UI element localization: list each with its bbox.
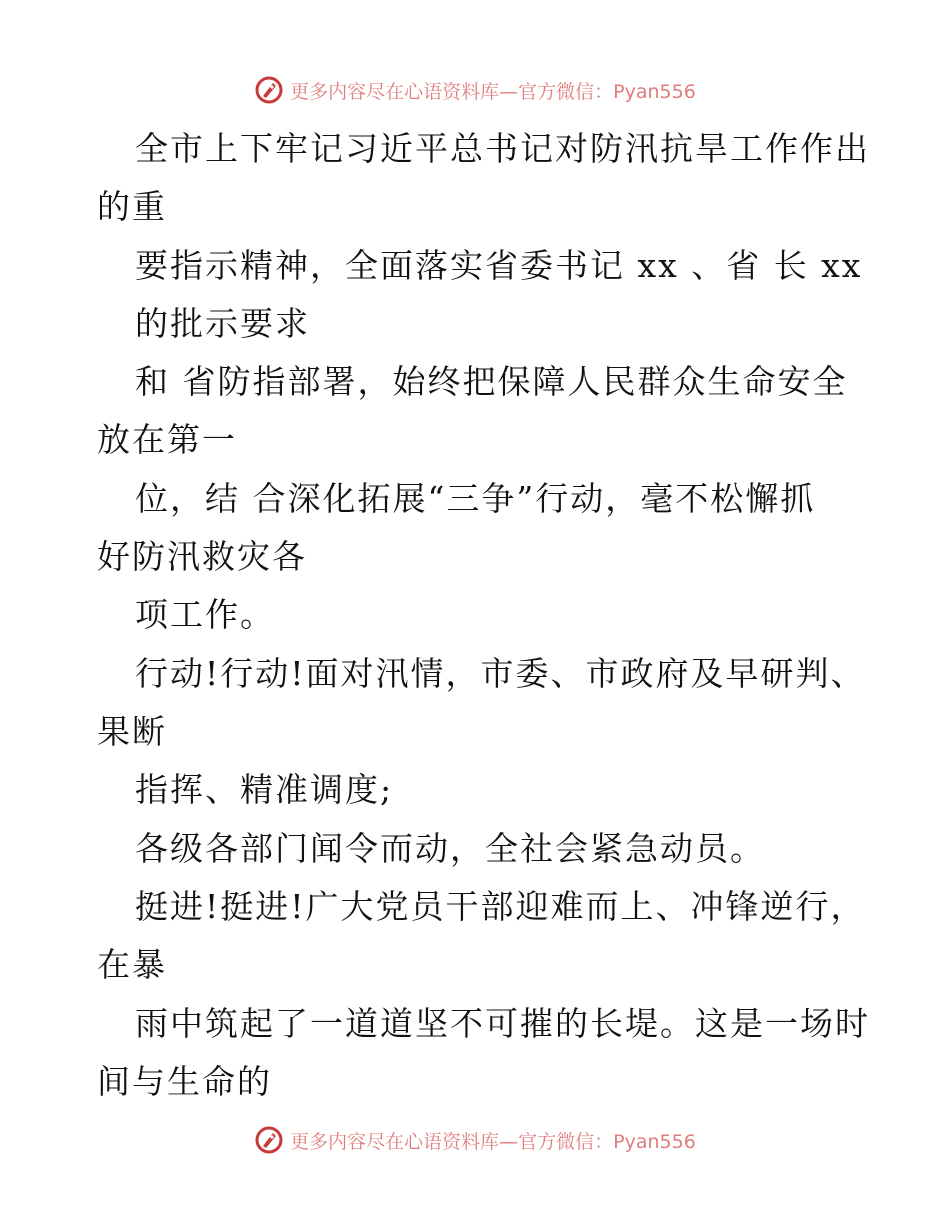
paragraph-line: 的重 — [97, 187, 167, 226]
watermark-text: 更多内容尽在心语资料库—官方微信：Pyan556 — [290, 80, 696, 103]
paragraph-line: 全市上下牢记习近平总书记对防汛抗旱工作作出 — [135, 129, 870, 168]
paragraph-line: 果断 — [97, 712, 167, 751]
paragraph-line: 各级各部门闻令而动，全社会紧急动员。 — [135, 829, 765, 868]
paragraph-line: 行动!行动!面对汛情，市委、市政府及早研判、 — [135, 654, 866, 693]
footer-watermark — [0, 1122, 950, 1158]
paragraph-line: 和 省防指部署，始终把保障人民群众生命安全 — [135, 362, 848, 401]
paragraph-line: 项工作。 — [135, 595, 275, 634]
paragraph-line: 挺进!挺进!广大党员干部迎难而上、冲锋逆行， — [135, 887, 866, 926]
paragraph-line: 放在第一 — [97, 420, 237, 459]
paragraph-line: 指挥、精准调度; — [135, 770, 394, 809]
paragraph-line: 好防汛救灾各 — [97, 537, 307, 576]
pen-nib-circle-icon — [254, 75, 284, 105]
header-watermark — [0, 72, 950, 108]
paragraph-line: 位，结 合深化拓展“三争”行动，毫不松懈抓 — [135, 479, 816, 518]
watermark-text: 更多内容尽在心语资料库—官方微信：Pyan556 — [290, 1130, 696, 1153]
paragraph-line: 雨中筑起了一道道坚不可摧的长堤。这是一场时 — [135, 1004, 870, 1043]
paragraph-line: 要指示精神，全面落实省委书记 xx 、省 长 xx — [135, 246, 863, 285]
paragraph-line: 的批示要求 — [135, 304, 310, 343]
paragraph-line: 间与生命的 — [97, 1062, 272, 1101]
pen-nib-circle-icon — [254, 1125, 284, 1155]
paragraph-line: 在暴 — [97, 945, 167, 984]
